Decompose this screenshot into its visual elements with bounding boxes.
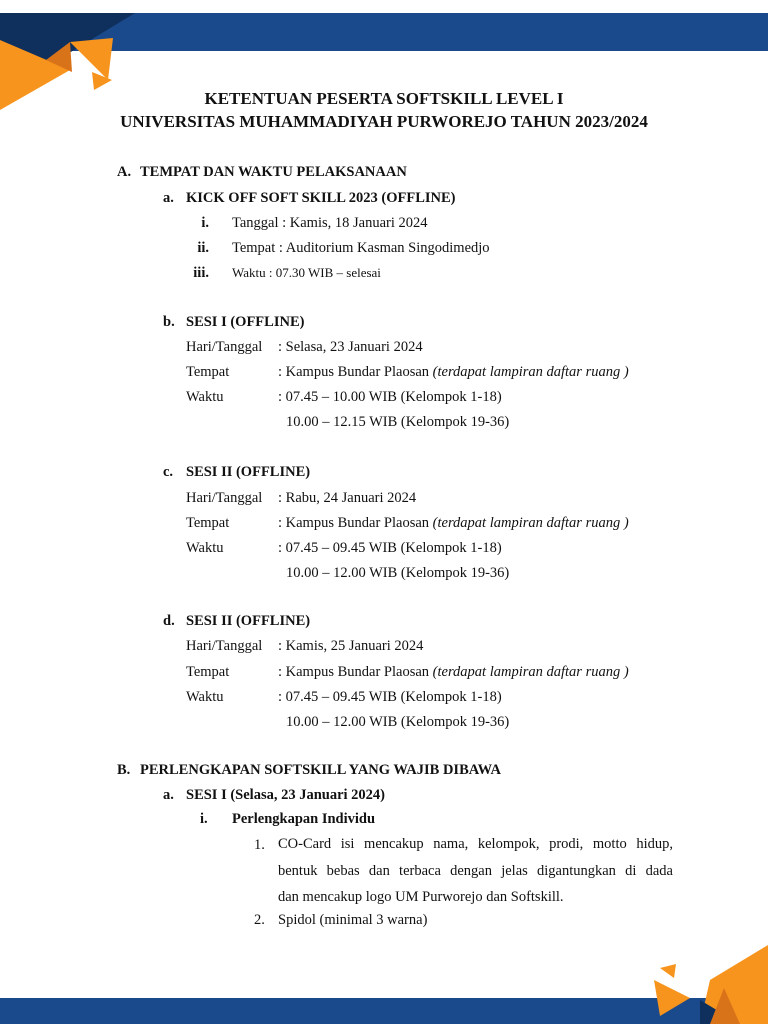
section-a-letter: A.: [117, 164, 132, 180]
subsection-c-heading: SESI II (OFFLINE): [186, 464, 311, 480]
subsection-a-letter: a.: [163, 787, 174, 803]
document-title-line-2: UNIVERSITAS MUHAMMADIYAH PURWOREJO TAHUN 2023/2024: [120, 112, 648, 131]
subsection-b-heading: SESI I (OFFLINE): [186, 314, 305, 330]
list-item-line: CO-Card isi mencakup nama, kelompok, prodi, motto hidup,: [278, 836, 673, 852]
roman-numeral: i.: [201, 215, 209, 231]
list-item: [278, 831, 673, 911]
time-value: 10.00 – 12.15 WIB (Kelompok 19-36): [286, 414, 510, 430]
kickoff-time: Waktu : 07.30 WIB – selesai: [232, 265, 381, 280]
section-b-letter: B.: [117, 762, 131, 778]
place-note: (terdapat lampiran daftar ruang ): [432, 364, 629, 380]
day-label: Hari/Tanggal: [186, 490, 263, 506]
time-value: : 07.45 – 09.45 WIB (Kelompok 1-18): [278, 689, 502, 705]
subsection-d-heading: SESI II (OFFLINE): [186, 613, 311, 629]
roman-numeral: ii.: [197, 240, 209, 256]
list-item: Spidol (minimal 3 warna): [278, 912, 428, 928]
subsection-b-letter: b.: [163, 314, 175, 330]
subsection-d-letter: d.: [163, 613, 175, 629]
roman-numeral: iii.: [193, 265, 209, 281]
equipment-heading: Perlengkapan Individu: [232, 811, 376, 827]
kickoff-date: Tanggal : Kamis, 18 Januari 2024: [232, 215, 428, 231]
day-value: : Kamis, 25 Januari 2024: [278, 638, 424, 654]
list-item-line: dan mencakup logo UM Purworejo dan Softskill.: [278, 889, 564, 905]
time-label: Waktu: [186, 689, 224, 705]
time-label: Waktu: [186, 389, 224, 405]
section-b-heading: PERLENGKAPAN SOFTSKILL YANG WAJIB DIBAWA: [140, 762, 501, 778]
subsection-a-letter: a.: [163, 190, 174, 206]
subsection-a-heading: KICK OFF SOFT SKILL 2023 (OFFLINE): [186, 190, 456, 206]
time-value: 10.00 – 12.00 WIB (Kelompok 19-36): [286, 714, 510, 730]
time-label: Waktu: [186, 540, 224, 556]
list-number: 1.: [254, 837, 265, 853]
roman-numeral: i.: [200, 811, 208, 827]
kickoff-place: Tempat : Auditorium Kasman Singodimedjo: [232, 240, 490, 256]
section-a-heading: TEMPAT DAN WAKTU PELAKSANAAN: [140, 164, 407, 180]
document-title-line-1: KETENTUAN PESERTA SOFTSKILL LEVEL I: [204, 89, 564, 108]
bottom-right-decoration: [640, 940, 768, 1024]
day-value: : Selasa, 23 Januari 2024: [278, 339, 423, 355]
place-value: : Kampus Bundar Plaosan (terdapat lampiran daftar ruang ): [278, 364, 629, 380]
subsection-a-heading: SESI I (Selasa, 23 Januari 2024): [186, 787, 386, 803]
day-label: Hari/Tanggal: [186, 339, 263, 355]
time-value: 10.00 – 12.00 WIB (Kelompok 19-36): [286, 565, 510, 581]
place-label: Tempat: [186, 664, 230, 680]
place-label: Tempat: [186, 364, 230, 380]
place-note: (terdapat lampiran daftar ruang ): [432, 664, 629, 680]
day-value: : Rabu, 24 Januari 2024: [278, 490, 417, 506]
time-value: : 07.45 – 09.45 WIB (Kelompok 1-18): [278, 540, 502, 556]
place-note: (terdapat lampiran daftar ruang ): [432, 515, 629, 531]
time-value: : 07.45 – 10.00 WIB (Kelompok 1-18): [278, 389, 502, 405]
place-label: Tempat: [186, 515, 230, 531]
list-number: 2.: [254, 912, 265, 928]
list-item-line: bentuk bebas dan terbaca dengan jelas digantungkan di dada: [278, 862, 673, 879]
place-value: : Kampus Bundar Plaosan (terdapat lampiran daftar ruang ): [278, 515, 629, 531]
subsection-c-letter: c.: [163, 464, 174, 480]
place-value: : Kampus Bundar Plaosan (terdapat lampiran daftar ruang ): [278, 664, 629, 680]
day-label: Hari/Tanggal: [186, 638, 263, 654]
